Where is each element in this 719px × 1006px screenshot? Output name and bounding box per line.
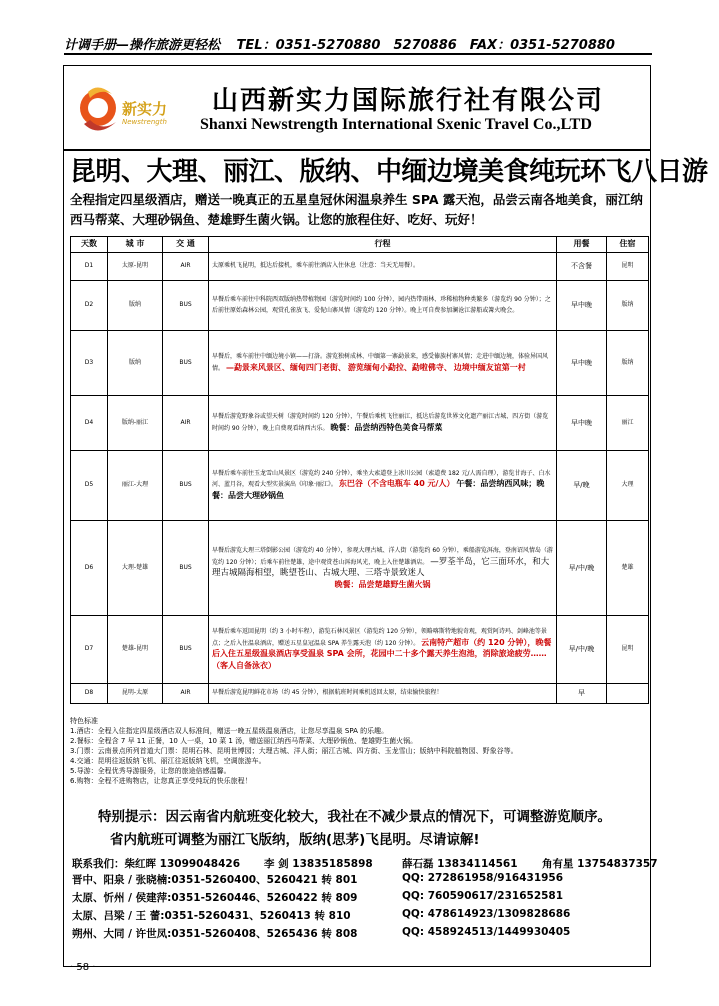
note-item: 5.导游：全程优秀导游服务，让您的旅途倍感温馨。 xyxy=(70,767,231,775)
hotel-cell: 版纳 xyxy=(607,281,649,331)
itinerary-cell xyxy=(209,396,557,451)
hotel-cell: 楚雄 xyxy=(607,521,649,616)
itinerary-cell xyxy=(209,521,557,616)
itinerary-cell xyxy=(209,451,557,521)
header-meal: 用餐 xyxy=(557,237,607,253)
meal-cell: 早/晚 xyxy=(557,451,607,521)
contact-qq: QQ: 760590617/231652581 xyxy=(402,890,564,902)
contact-qq: QQ: 458924513/1449930405 xyxy=(402,926,571,938)
meal-cell: 早中晚 xyxy=(557,281,607,331)
city-cell: 版纳 xyxy=(108,281,163,331)
itinerary-text: 早餐后游览野象谷或望天树（游览时间约 120 分钟），午餐后乘机飞往丽江，抵达后游览世界文化遗产丽江古城、四方街（游览时间约 90 分钟），晚上自费观看纳西古乐。 xyxy=(212,413,549,432)
header-city: 城 市 xyxy=(108,237,163,253)
table-row xyxy=(71,396,649,451)
transport-cell: AIR xyxy=(163,253,209,281)
meal-cell: 早 xyxy=(557,684,607,704)
logo-text: 新实力 xyxy=(122,100,168,118)
hotel-cell: 版纳 xyxy=(607,331,649,396)
transport-cell: BUS xyxy=(163,451,209,521)
day-cell: D7 xyxy=(71,616,108,684)
note-item: 3.门票：云南景点所列首道大门票：昆明石林、昆明世博园；大理古城、洋人街；丽江古城、四方街、玉龙雪山；版纳中科院植物园、野象谷等。 xyxy=(70,747,518,755)
header-rule xyxy=(64,53,652,55)
highlight-text: 云南特产超市（约 120 分钟），晚餐后入住五星级温泉酒店享受温泉 SPA 会所，花园中二十多个露天养生泡池，消除旅途疲劳……（客人自备泳衣） xyxy=(212,637,552,670)
meal-cell: 早中晚 xyxy=(557,331,607,396)
contact-row xyxy=(72,924,650,942)
table-row xyxy=(71,331,649,396)
city-cell: 版纳 xyxy=(108,331,163,396)
company-name-cn: 山西新实力国际旅行社有限公司 xyxy=(212,86,605,116)
top-header xyxy=(64,34,652,52)
city-cell: 楚雄-昆明 xyxy=(108,616,163,684)
transport-cell: BUS xyxy=(163,281,209,331)
contacts-section xyxy=(72,852,658,942)
highlight-text: 东巴谷（不含电瓶车 40 元/人） xyxy=(338,479,455,489)
itinerary-text: 早餐后，乘车前往中缅边境小镇——打洛。游览独树成林、中缅第一寨勐景来，感受傣族村寨风情；走进中缅边境，体验异国风情。 xyxy=(212,353,549,372)
hotel-cell: 丽江 xyxy=(607,396,649,451)
meal-cell: 早/中/晚 xyxy=(557,616,607,684)
company-logo xyxy=(76,78,198,144)
hotel-cell: 昆明 xyxy=(607,253,649,281)
contact-primary: 晋中、阳泉 / 张晓楠:0351-5260400、5260421 转 801 xyxy=(72,874,358,886)
contact-qq: QQ: 272861958/916431956 xyxy=(402,872,564,884)
notes-title: 特色标准 xyxy=(70,717,98,725)
transport-cell: AIR xyxy=(163,684,209,704)
header-itinerary: 行程 xyxy=(209,237,557,253)
note-item: 2.餐标：全程含 7 早 11 正餐，10 人一桌，10 菜 1 汤，赠送丽江纳西马帮菜、大理砂锅鱼、楚雄野生菌火锅。 xyxy=(70,737,418,745)
transport-cell: BUS xyxy=(163,521,209,616)
company-name-en: Shanxi Newstrength International Sxenic Travel Co.,LTD xyxy=(200,116,592,133)
day-cell: D8 xyxy=(71,684,108,704)
table-row xyxy=(71,451,649,521)
contact-row xyxy=(72,888,650,906)
contact-primary: 朔州、大同 / 许世凤:0351-5260408、5265436 转 808 xyxy=(72,928,358,940)
table-row xyxy=(71,281,649,331)
itinerary-table xyxy=(70,236,649,704)
table-header-row xyxy=(71,237,649,253)
itinerary-text: 早餐后乘车前往玉龙雪山风景区（游览约 240 分钟），乘坐大索道登上冰川公园（索道费 182 元/人需自理），游览甘海子、白水河、蓝月谷，观看大型实景演出《印象·丽江》。 xyxy=(212,469,551,489)
note-item: 1.酒店：全程入住指定四星级酒店双人标准间，赠送一晚五星级温泉酒店，让您尽享温泉 SPA 的乐趣。 xyxy=(70,727,389,735)
itinerary-text: 早餐后乘车返回昆明（约 3 小时车程），游览石林风景区（游览约 120 分钟），领略喀斯特地貌奇观，观赏阿诗玛、剑峰池等景点；之后入住温泉酒店，赠送五星皇冠温泉 SPA 养生露天泡（约 120 分钟）。 xyxy=(212,628,547,647)
route-title: 昆明、大理、丽江、版纳、中缅边境美食纯玩环飞八日游 xyxy=(70,157,708,187)
meal-cell: 早中晚 xyxy=(557,396,607,451)
highlight-text: —罗荃半岛，它三面环水，和大理古城隔海相望，眺望苍山、古城大理、三塔寺景致迷人 xyxy=(212,556,550,578)
city-cell: 昆明-太原 xyxy=(108,684,163,704)
contact-primary: 联系我们：柴红晖 13099048426 xyxy=(72,858,241,870)
itinerary-text: 早餐后游览大理三塔倒影公园（游览约 40 分钟），参观大理古城、洋人街（游览约 60 分钟），乘船游览洱海，登南诏风情岛（游览约 120 分钟）；后乘车前往楚雄，途中观赏苍山洱海风光，晚上入住楚雄酒店。 xyxy=(212,547,553,566)
hotel-cell xyxy=(607,684,649,704)
contact-primary: 太原、忻州 / 侯建萍:0351-5260446、5260422 转 809 xyxy=(72,892,358,904)
itinerary-cell: 早餐后乘车前往中科院西双版纳热带植物园（游览时间约 100 分钟），园内热带雨林、珍稀植物种类繁多（游览约 90 分钟）；之后前往原始森林公园，观赏孔雀放飞、爱伲山寨风情（游览约 120 分钟）。晚上可自费参加澜沧江游船或篝火晚会。 xyxy=(209,281,557,331)
header-slogan: 计调手册—操作旅游更轻松 xyxy=(64,38,221,53)
day-cell: D3 xyxy=(71,331,108,396)
contact-extra: 角有星 13754837357 xyxy=(542,858,658,870)
transport-cell: AIR xyxy=(163,396,209,451)
route-intro: 全程指定四星级酒店，赠送一晚真正的五星皇冠休闲温泉养生 SPA 露天泡，品尝云南各地美食，丽江纳西马帮菜、大理砂锅鱼、楚雄野生菌火锅。让您的旅程住好、吃好、玩好！ xyxy=(70,192,643,227)
transport-cell: BUS xyxy=(163,331,209,396)
day-cell: D6 xyxy=(71,521,108,616)
meal-note: 午餐：品尝纳西风味；晚餐：品尝大理砂锅鱼 xyxy=(212,479,545,500)
table-row xyxy=(71,521,649,616)
special-tip-2: 省内航班可调整为丽江飞版纳，版纳(思茅)飞昆明。尽请谅解! xyxy=(110,832,480,848)
contact-primary: 太原、吕梁 / 王 蕾:0351-5260431、5260413 转 810 xyxy=(72,910,351,922)
day-cell: D1 xyxy=(71,253,108,281)
page-number: · 58 · xyxy=(70,962,96,973)
contact-qq: 薛石磊 13834114561 xyxy=(402,858,518,870)
contact-row xyxy=(72,870,650,888)
city-cell: 太原-昆明 xyxy=(108,253,163,281)
hotel-cell: 大理 xyxy=(607,451,649,521)
meal-cell: 不含餐 xyxy=(557,253,607,281)
note-item: 4.交通：昆明往返版纳飞机、丽江往返版纳飞机，空调旅游车。 xyxy=(70,757,266,765)
meal-cell: 早/中/晚 xyxy=(557,521,607,616)
highlight-text: 游览缅甸小勐拉、勐啦佛寺、 xyxy=(347,362,452,372)
highlight-text: 边境中缅友谊第一村 xyxy=(453,362,526,372)
itinerary-cell: 早餐后游览昆明鲜花市场（约 45 分钟），根据航班时间乘机返回太原，结束愉快旅程！ xyxy=(209,684,557,704)
highlight-text: —勐景来风景区、缅甸四门老街、 xyxy=(225,362,346,372)
itinerary-cell: 太原乘机飞昆明，抵达后接机，乘车前往酒店入住休息（注意：当天无用餐）。 xyxy=(209,253,557,281)
header-phones: TEL：0351-5270880 5270886 FAX：0351-5270880 xyxy=(236,38,615,53)
notes-section xyxy=(70,716,648,786)
city-cell: 大理-楚雄 xyxy=(108,521,163,616)
city-cell: 丽江-大理 xyxy=(108,451,163,521)
logo-subtext: Newstrength xyxy=(122,118,167,126)
itinerary-cell xyxy=(209,616,557,684)
day-cell: D4 xyxy=(71,396,108,451)
day-cell: D5 xyxy=(71,451,108,521)
city-cell: 版纳-丽江 xyxy=(108,396,163,451)
day-cell: D2 xyxy=(71,281,108,331)
note-item: 6.购物：全程不进购物店，让您真正享受纯玩的快乐旅程！ xyxy=(70,777,252,785)
transport-cell: BUS xyxy=(163,616,209,684)
header-day: 天数 xyxy=(71,237,108,253)
contact-row xyxy=(72,906,650,924)
contact-qq: QQ: 478614923/1309828686 xyxy=(402,908,571,920)
header-hotel: 住宿 xyxy=(607,237,649,253)
table-row xyxy=(71,253,649,281)
contact-row xyxy=(72,852,658,870)
header-transport: 交 通 xyxy=(163,237,209,253)
table-row xyxy=(71,684,649,704)
special-tip: 特别提示：因云南省内航班变化较大，我社在不减少景点的情况下，可调整游览顺序。 xyxy=(98,809,611,825)
hotel-cell: 昆明 xyxy=(607,616,649,684)
itinerary-cell xyxy=(209,331,557,396)
table-row xyxy=(71,616,649,684)
meal-note: 晚餐：品尝楚雄野生菌火锅 xyxy=(334,579,431,589)
meal-note: 晚餐：品尝纳西特色美食马帮菜 xyxy=(330,422,443,432)
contact-secondary: 李 剑 13835185898 xyxy=(264,858,373,870)
